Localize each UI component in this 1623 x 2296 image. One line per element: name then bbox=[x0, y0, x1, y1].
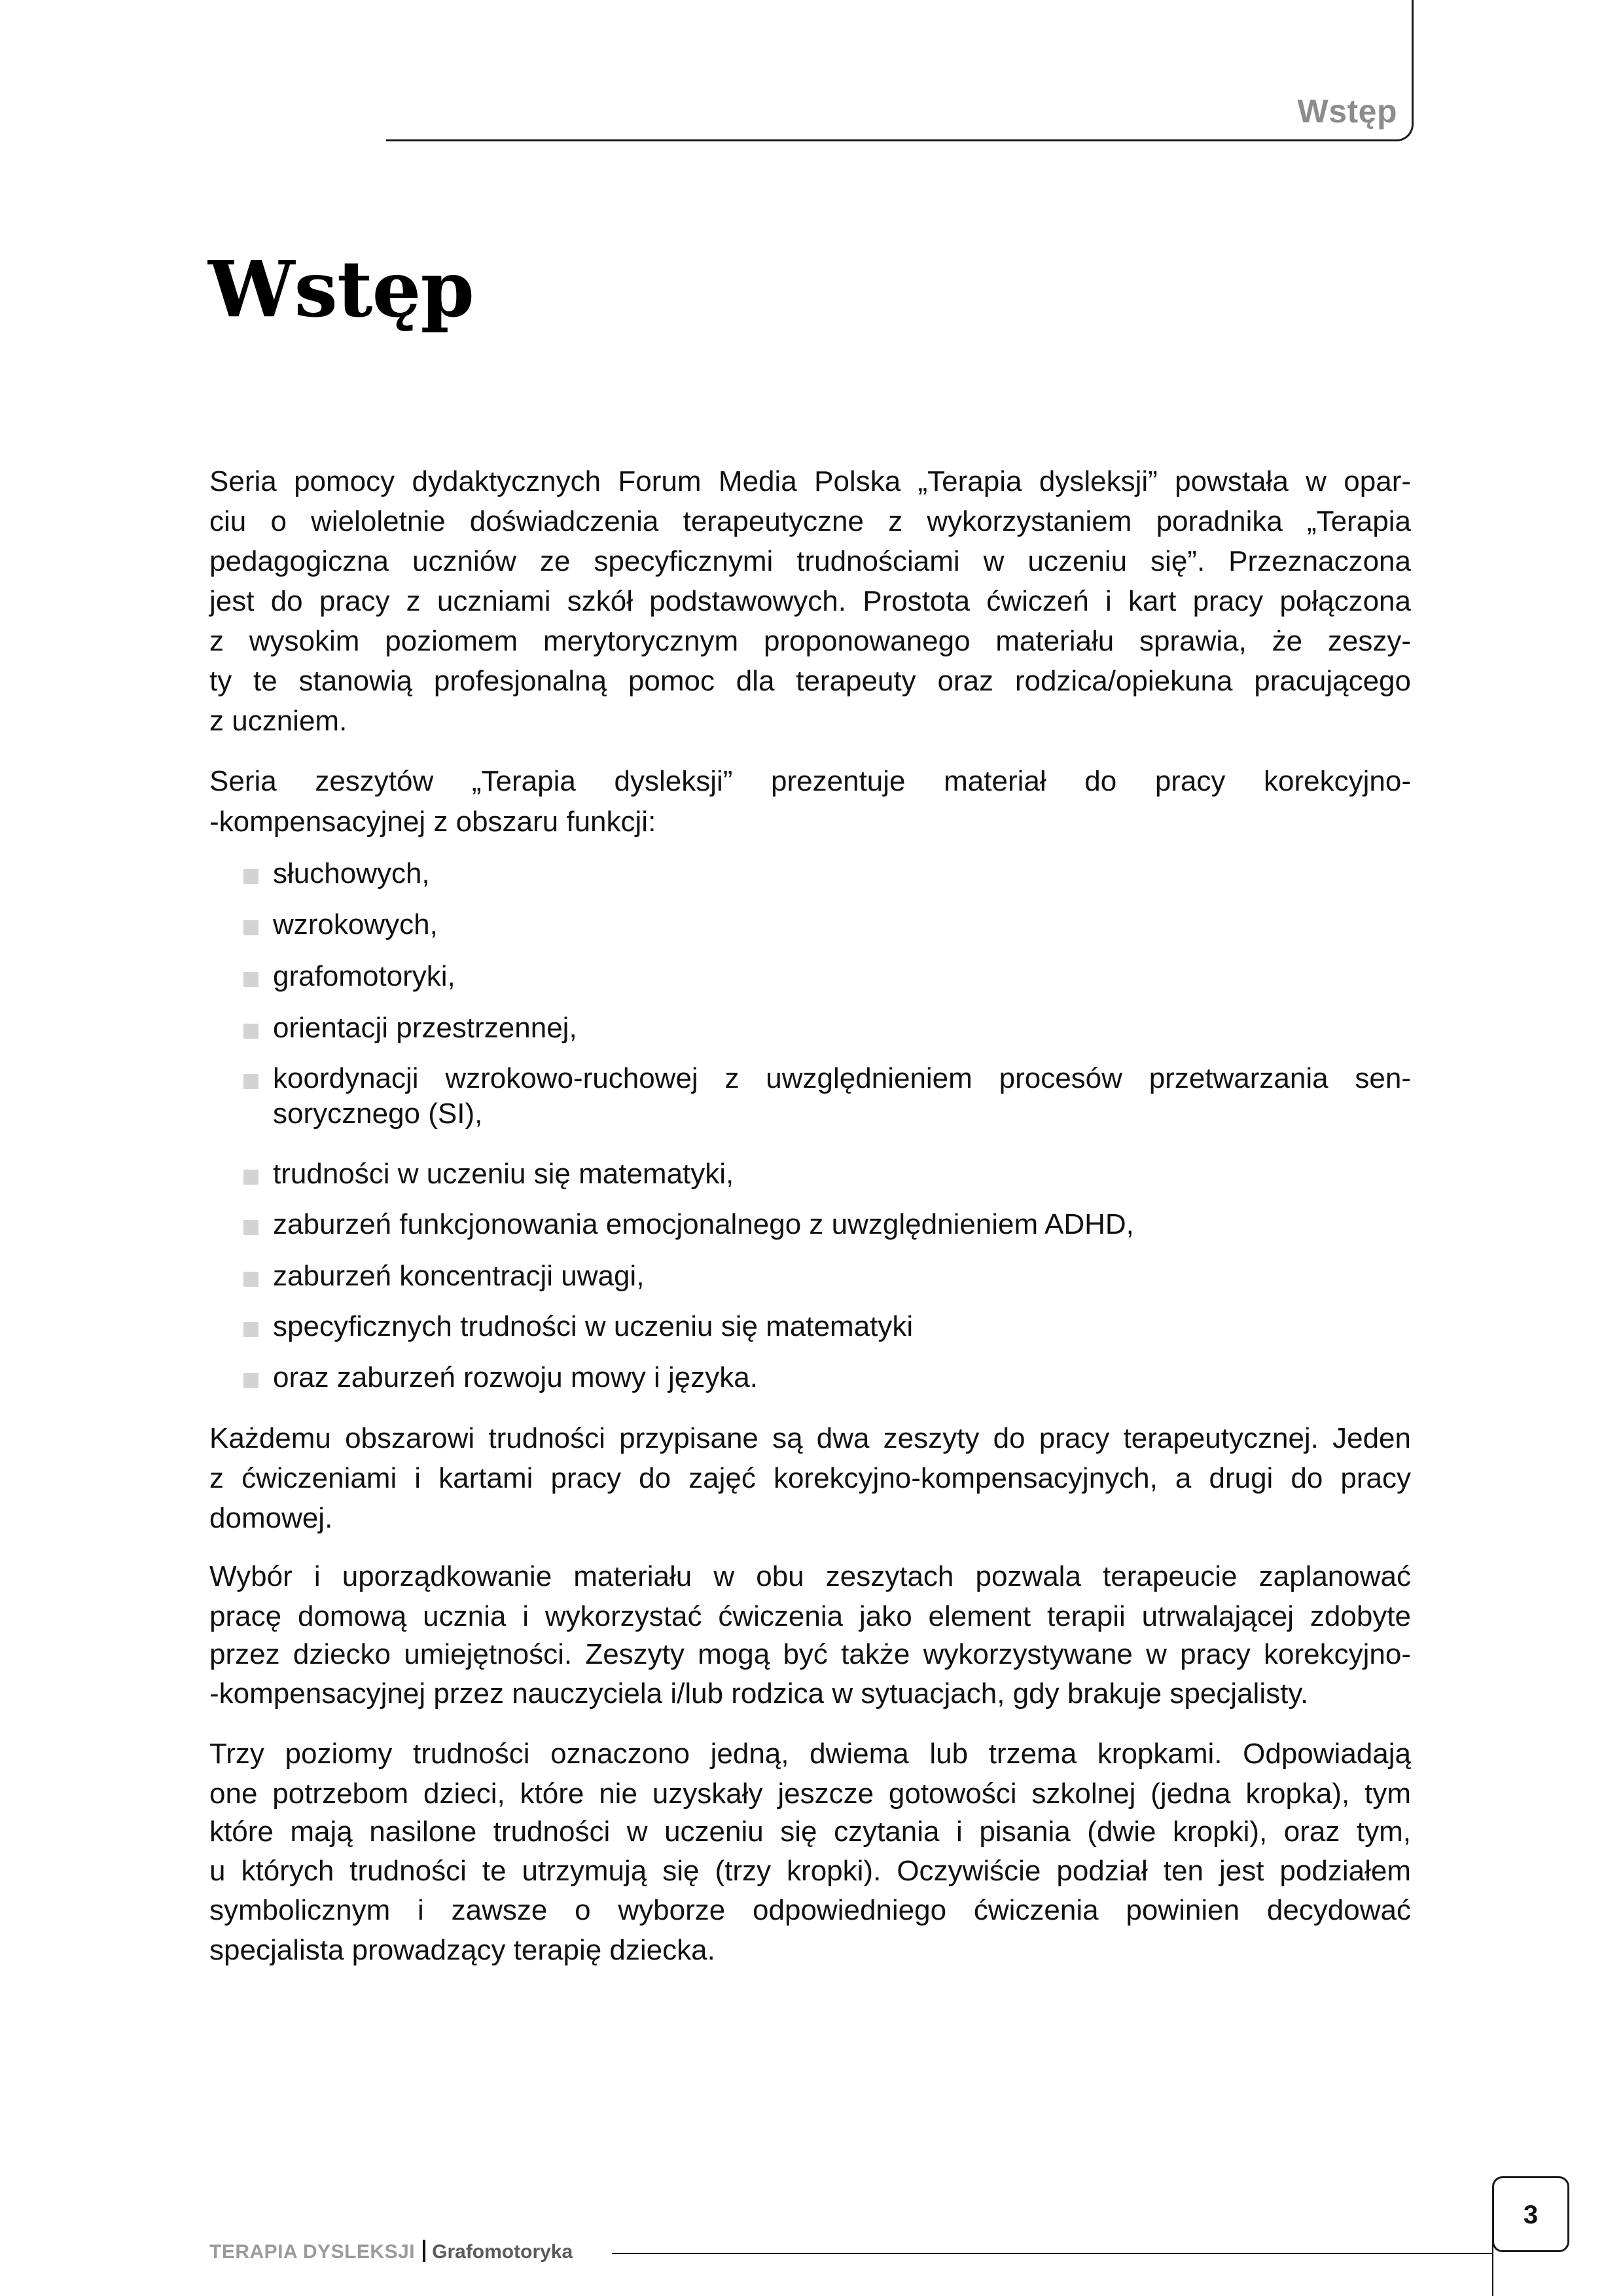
text-line: specjalista prowadzący terapię dziecka. bbox=[209, 1934, 715, 1966]
text-line: -kompensacyjnej przez nauczyciela i/lub rodzica w sytuacjach, gdy brakuje specjalisty. bbox=[209, 1677, 1309, 1710]
square-bullet-icon bbox=[243, 1074, 259, 1089]
list-item-text: oraz zaburzeń rozwoju mowy i języka. bbox=[273, 1361, 758, 1393]
page-title: Wstęp bbox=[208, 243, 474, 334]
list-item-text: koordynacji wzrokowo-ruchowej z uwzględnieniem procesów przetwarzania sen- bbox=[273, 1062, 1411, 1094]
footer-running-title bbox=[209, 2239, 573, 2265]
text-line: pedagogiczna uczniów ze specyficznymi trudnościami w uczeniu się”. Przeznaczona bbox=[209, 545, 1411, 577]
list-item-text: sorycznego (SI), bbox=[273, 1098, 483, 1130]
list-item-text: grafomotoryki, bbox=[273, 960, 455, 992]
list-item-text: wzrokowych, bbox=[273, 908, 438, 941]
text-line: -kompensacyjnej z obszaru funkcji: bbox=[209, 806, 656, 838]
text-line: Wybór i uporządkowanie materiału w obu zeszytach pozwala terapeucie zaplanować bbox=[209, 1560, 1411, 1592]
header-frame-vertical-rule bbox=[1412, 0, 1414, 126]
header-rule bbox=[386, 139, 1384, 141]
text-line: u których trudności te utrzymują się (trzy kropki). Oczywiście podział ten jest podziałem bbox=[209, 1855, 1411, 1887]
text-line: Każdemu obszarowi trudności przypisane są dwa zeszyty do pracy terapeutycznej. Jeden bbox=[209, 1422, 1411, 1454]
text-line: ty te stanowią profesjonalną pomoc dla terapeuty oraz rodzica/opiekuna pracującego bbox=[209, 665, 1411, 697]
square-bullet-icon bbox=[243, 1272, 259, 1287]
page-number-box bbox=[1492, 2176, 1569, 2252]
list-item-text: specyficznych trudności w uczeniu się matematyki bbox=[273, 1310, 914, 1342]
footer-rule bbox=[612, 2253, 1493, 2254]
square-bullet-icon bbox=[243, 1220, 259, 1235]
text-line: domowej. bbox=[209, 1502, 333, 1534]
footer-separator bbox=[423, 2240, 425, 2262]
square-bullet-icon bbox=[243, 1170, 259, 1185]
text-line: z wysokim poziomem merytorycznym proponowanego materiału sprawia, że zeszy- bbox=[209, 625, 1411, 657]
text-line: pracę domową ucznia i wykorzystać ćwiczenia jako element terapii utrwalającej zdobyte bbox=[209, 1600, 1411, 1632]
text-line: z ćwiczeniami i kartami pracy do zajęć korekcyjno-kompensacyjnych, a drugi do pracy bbox=[209, 1462, 1411, 1494]
footer-series-name: TERAPIA DYSLEKSJI bbox=[209, 2241, 416, 2263]
square-bullet-icon bbox=[243, 1322, 259, 1337]
square-bullet-icon bbox=[243, 1024, 259, 1039]
square-bullet-icon bbox=[243, 972, 259, 987]
list-item-text: orientacji przestrzennej, bbox=[273, 1012, 577, 1044]
text-line: przez dziecko umiejętności. Zeszyty mogą być także wykorzystywane w pracy korekcyjno- bbox=[209, 1638, 1411, 1670]
text-line: które mają nasilone trudności w uczeniu się czytania i pisania (dwie kropki), oraz tym, bbox=[209, 1816, 1411, 1848]
text-line: Seria pomocy dydaktycznych Forum Media Polska „Terapia dysleksji” powstała w opar- bbox=[209, 465, 1411, 497]
list-item-text: trudności w uczeniu się matematyki, bbox=[273, 1158, 734, 1190]
text-line: Seria zeszytów „Terapia dysleksji” prezentuje materiał do pracy korekcyjno- bbox=[209, 765, 1411, 797]
square-bullet-icon bbox=[243, 869, 259, 884]
text-line: jest do pracy z uczniami szkół podstawowych. Prostota ćwiczeń i kart pracy połączona bbox=[209, 585, 1411, 617]
text-line: z uczniem. bbox=[209, 705, 348, 737]
text-line: symbolicznym i zawsze o wyborze odpowiedniego ćwiczenia powinien decydować bbox=[209, 1894, 1411, 1926]
list-item-text: zaburzeń koncentracji uwagi, bbox=[273, 1260, 645, 1292]
square-bullet-icon bbox=[243, 920, 259, 935]
footer-book-title: Grafomotoryka bbox=[432, 2241, 573, 2263]
page-number: 3 bbox=[1523, 2200, 1539, 2229]
list-item-text: słuchowych, bbox=[273, 857, 430, 889]
running-header-title: Wstęp bbox=[1297, 93, 1397, 130]
text-line: Trzy poziomy trudności oznaczono jedną, dwiema lub trzema kropkami. Odpowiadają bbox=[209, 1738, 1411, 1770]
text-line: ciu o wieloletnie doświadczenia terapeutyczne z wykorzystaniem poradnika „Terapia bbox=[209, 505, 1411, 537]
text-line: one potrzebom dzieci, które nie uzyskały jeszcze gotowości szkolnej (jedna kropka), tym bbox=[209, 1778, 1411, 1810]
square-bullet-icon bbox=[243, 1373, 259, 1388]
list-item-text: zaburzeń funkcjonowania emocjonalnego z uwzględnieniem ADHD, bbox=[273, 1208, 1134, 1240]
